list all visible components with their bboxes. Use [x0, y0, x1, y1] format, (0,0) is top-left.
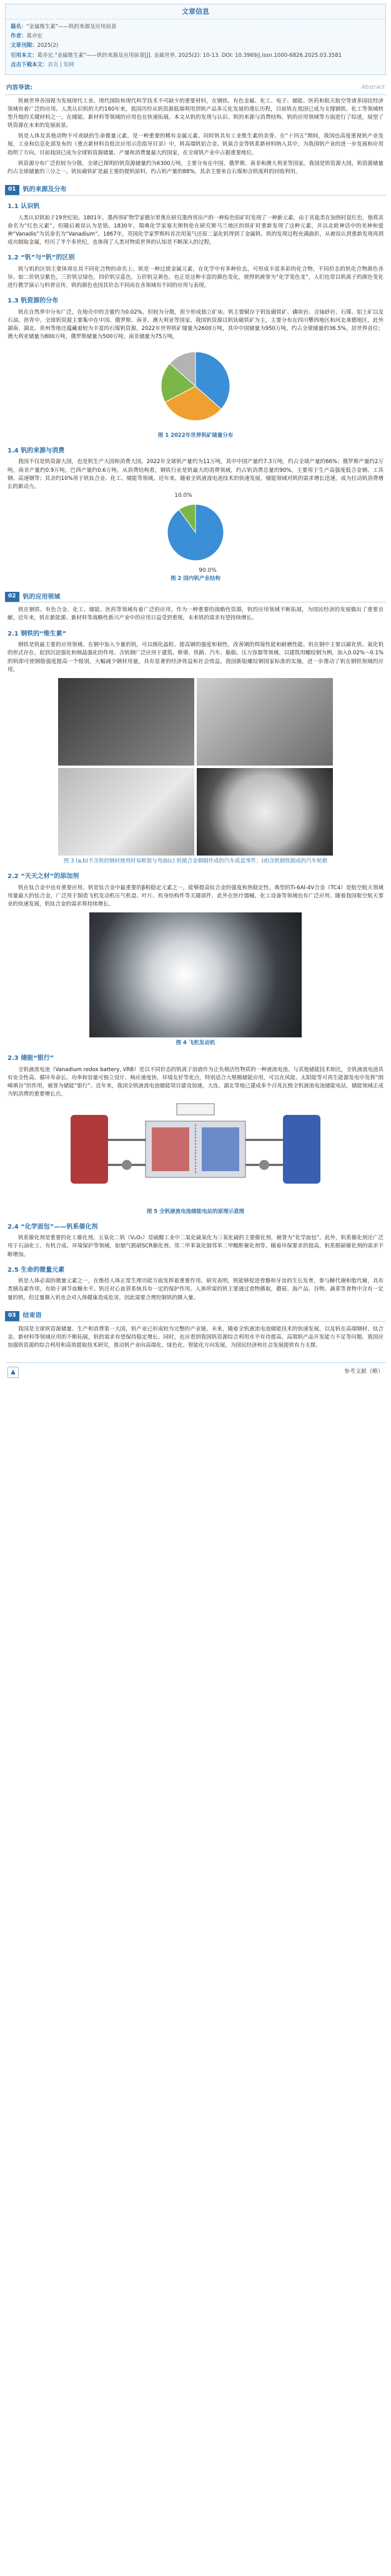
pump-icon — [259, 1160, 269, 1170]
info-row-author — [11, 32, 380, 41]
abstract-paragraph: 钒被世界各国视为发展现代工业、现代国防和现代科学技术不可缺少的重要材料，在钢铁、有色金属、化工、电子、储能、医药和航天航空等诸多国民经济领域有着广泛的应用。人类认识钒的大约160年来，我国历经从钒资源低端利用到钒产品多元化发展的漫长历程，目前钒在我国已成为支撑钢铁、化工等领域转型升级的关键材料之一，在储能、新材料等领域的应用也在快速拓展。本文从钒的发现与认识、钒的来源与消费结构、钒的应用领域等方面进行了综述，展望了钒资源在未来的发展前景。 — [7, 97, 384, 129]
photo-broken-steel-a — [58, 678, 194, 766]
body-paragraph: 钒系催化剂是重要的化工催化剂。五氧化二钒（V₂O₅）是硫酸工业中二氧化硫氧化为三氧化硫的主要催化剂，被誉为“化学面包”。此外，钒系催化剂还广泛用于石油化工、有机合成、环境保护等领域，如烟气脱硝SCR催化剂、邻二甲苯氧化制邻苯二甲酸酐催化剂等。随着环保要求的提高，钒系脱硝催化剂的需求不断增加。 — [7, 1235, 384, 1258]
pie-chart-reserves — [83, 346, 308, 427]
info-value: 葛亦宏."金属维生素"——钒的来源及应用前景[J]. 金属世界, 2025(2): 10-13. DOI: 10.3969/j.issn.1000-6826.2025.03.3581 — [37, 52, 342, 59]
subsection-title: 2.3 储能“银行” — [7, 1055, 54, 1062]
figure-caption: 图 2 国内钒产业结构 — [171, 576, 220, 582]
abstract-header — [5, 82, 386, 95]
figure-5 — [5, 1102, 386, 1216]
subsection-title: 2.5 生命的微量元素 — [7, 1266, 65, 1274]
body-paragraph: 钢铁是钒最主要的应用领域。在钢中加入少量的钒，可以细化晶粒、提高钢的强度和韧性，改善钢的焊接性能和耐磨性能。钒在钢中主要以碳化钒、氮化钒的形式存在，起到沉淀强化和细晶强化的作用。含钒钢广泛应用于建筑、桥梁、铁路、汽车、船舶、压力容器等领域。以建筑用螺纹钢为例，加入0.02%～0.1%的钒即可使钢筋强度提高一个级别，大幅减少钢材用量，具有显著的经济效益和社会效益。我国新版螺纹钢国家标准的实施，进一步推动了钒在钢铁领域的应用。 — [7, 642, 384, 673]
positive-electrode — [152, 1127, 189, 1171]
info-row-issue — [11, 42, 380, 50]
positive-tank — [71, 1115, 108, 1184]
info-value: "金属维生素"——钒的来源及应用前景 — [26, 24, 117, 31]
info-row-download — [11, 61, 380, 69]
section-number: 02 — [5, 592, 19, 602]
pie-chart-industry — [83, 492, 308, 574]
figure-caption: 图 5 全钒液流电池储能电站的原理示意图 — [146, 1208, 245, 1215]
pump-icon — [122, 1160, 132, 1170]
subsection-title: 2.1 钢铁的“维生素” — [7, 630, 67, 637]
info-value: 葛亦宏 — [26, 33, 43, 40]
photo-aircraft-engine — [89, 912, 302, 1037]
body-paragraph: 全钒液流电池（Vanadium redox battery, VRB）是以不同价态的钒离子溶液作为正负极活性物质的一种液流电池。与其他储能技术相比，全钒液流电池具有安全性高、循环寿命长、功率和容量可独立设计、响应速度快、环境友好等优点，特别适合大规模储能应用，可以在风能、太阳能等可再生能源发电中发挥“削峰填谷”的作用，被誉为储能“银行”。近年来，我国全钒液流电池储能项目建设加速，大连、湖北等地已建成多个百兆瓦级全钒液流电池储能电站，储能领域正成为钒消费的重要增长点。 — [7, 1066, 384, 1098]
figure-4 — [5, 912, 386, 1047]
info-label: 作者： — [11, 33, 27, 40]
subsection-title: 2.2 “天天之材”的添加剂 — [7, 873, 79, 881]
section-title: 钒的应用领域 — [22, 593, 61, 601]
page-footer — [5, 1362, 386, 1382]
body-paragraph: 钒是人体必需的微量元素之一，在维持人体正常生理功能方面发挥着重要作用。研究表明，钒能够促进骨骼和牙齿的生长发育，参与糖代谢和脂代谢，具有类胰岛素作用，有助于调节血糖水平。钒还对心血管系统具有一定的保护作用。人体所需的钒主要通过食物摄取，蘑菇、海产品、谷物、蔬菜等食物中含有一定量的钒。但过量摄入钒也会对人体健康造成危害，因此需要合理控制钒的摄入量。 — [7, 1278, 384, 1301]
abstract-paragraph: 钒是人体及其他动物不可或缺的生命微量元素，是一种重要的稀有金属元素。同时钒具有工业维生素的美誉。在“十四五”期间，我国也高度重视钒产业发展，工业和信息化部发布的《重点新材料首批次应用示范指导目录》中，将高端钒铝合金、钒氮合金等钒系新材料纳入其中，为我国钒产业的进一步发展和应用指明了方向。目前我国已成为全球钒资源储量、产量和消费量最大的国家，在全球钒产业中占据重要地位。 — [7, 133, 384, 156]
info-row-title — [11, 23, 380, 31]
section-header — [5, 1311, 386, 1322]
article-info-box — [5, 4, 386, 75]
photo-chassis-part — [58, 768, 194, 856]
figure-caption: 图 1 2022年世界钒矿储量分布 — [157, 432, 234, 439]
subsection-title: 1.3 钒资源的分布 — [7, 297, 59, 305]
pie-label: 90.0% — [199, 567, 217, 574]
negative-tank — [283, 1115, 320, 1184]
subsection-title: 1.4 钒的来源与消费 — [7, 447, 65, 454]
load-box — [177, 1104, 214, 1115]
section-title: 钒的来源及分布 — [22, 186, 67, 194]
info-label: 点击下载本文： — [11, 61, 48, 68]
figure-caption: 图 4 飞机发动机 — [176, 1040, 215, 1047]
abstract-paragraph: 钒资源分布广泛但较为分散，全球已探明的钒资源储量约为6300万吨，主要分布在中国、俄罗斯、南非和澳大利亚等国家。我国是钒资源大国，钒资源储量约占全球储量的三分之一。钒钛磁铁矿是最主要的提钒原料，约占钒产量的88%，其余主要来自石煤和含钒废料的回收利用。 — [7, 160, 384, 175]
download-links[interactable]: 首页 | 知网 — [47, 61, 74, 68]
references-button[interactable]: 参考文献（略） — [344, 1369, 384, 1375]
back-to-top-icon[interactable]: ▲ — [7, 1367, 19, 1378]
pie-label: 10.0% — [174, 492, 192, 499]
section-header — [5, 592, 386, 602]
figure-1 — [5, 346, 386, 440]
photo-broken-steel-b — [197, 678, 333, 766]
body-paragraph: 钒在自然界中分布广泛，在地壳中的含量约为0.02%，但较为分散，很少形成独立矿床。钒主要赋存于钒钛磁铁矿、磷块岩、含铀砂岩、石煤、铝土矿以及石油、沥青中。全球钒资源主要集中在中国、俄罗斯、南非、澳大利亚等国家。我国钒资源以钒钛磁铁矿为主，主要分布在四川攀西地区和河北承德地区，此外湖南、湖北、贵州等地还蕴藏着较为丰富的石煤钒资源。2022年世界钒矿储量为2600万吨，其中中国储量为950万吨，约占全球储量的36.5%，居世界首位；澳大利亚储量为800万吨，俄罗斯储量为500万吨，南非储量为75万吨。 — [7, 309, 384, 341]
negative-electrode — [202, 1127, 239, 1171]
section-number: 01 — [5, 185, 19, 195]
info-row-citation — [11, 52, 380, 60]
body-paragraph: 钒在钢铁、有色合金、化工、储能、医药等领域有着广泛的应用。作为一种重要的战略性资源，钒的应用领域不断拓展，为国民经济的发展做出了重要贡献。近年来，钒在新能源、新材料等战略性新兴产业中的应用日益受到重视，未来钒的需求有望持续增长。 — [7, 607, 384, 622]
article-info-title: 文章信息 — [6, 4, 385, 19]
body-paragraph: 人类认识钒始于19世纪初。1801年，墨西哥矿物学家德尔里奥在研究墨西哥出产的一种棕色铅矿时发现了一种新元素，由于其盐类在加热时显红色，他将其命名为“红色元素”，但随后被误认为是铬。1830年，瑞典化学家塞夫斯特伦在研究斯马兰地区的铁矿时重新发现了这种元素，并以北欧神话中的美神和爱神“Vanadis”为其命名为“Vanadium”。1867年，英国化学家罗斯科首次用氢气还原二氯化钒得到了金属钒。钒的发现过程充满曲折，从被误认到重新发现再到成功制取金属，经历了半个多世纪，也体现了人类对物质世界的认知是不断深入的过程。 — [7, 214, 384, 246]
body-paragraph: 钒在钛合金中也有重要应用。钒是钛合金中最重要的β相稳定元素之一，能够提高钛合金的强度和热稳定性。典型的Ti-6Al-4V合金（TC4）是航空航天领域用量最大的钛合金，广泛用于制造飞机发动机压气机盘、叶片、机身结构件等关键部件，此外在医疗器械、化工设备等领域也有广泛应用。随着我国航空航天事业的快速发展，钒钛合金的需求将持续增长。 — [7, 884, 384, 907]
subsection-title: 1.2 “钒”与“钒”的区别 — [7, 254, 75, 262]
figure-caption: 图 3 (a,b)不含钒的钢材使用时易断裂与弯曲(c) 钒微合金钢制作成的汽车底盘零件；(d)含钒钢铁制成的汽车轮毂 — [63, 857, 328, 864]
section-header — [5, 185, 386, 196]
body-paragraph: 钒与钒的区别主要体现在其不同化合物的命名上。钒是一种过渡金属元素，在化学中有多种价态，可形成丰富多彩的化合物，不同价态的钒化合物颜色各异。如二价钒呈紫色，三价钒呈绿色，四价钒呈蓝色，五价钒呈黄色。也正是这种丰富的颜色变化，使得钒被誉为“化学变色龙”，人们也常以钒离子的颜色变化进行教学演示与科普宣传，钒的颜色也因其价态不同而在各领域有不同的应用与表现。 — [7, 266, 384, 289]
info-label: 引用本文： — [11, 52, 37, 59]
subsection-title: 1.1 认识钒 — [7, 203, 40, 211]
info-label: 篇名： — [11, 24, 27, 31]
section-title: 结束语 — [22, 1312, 42, 1319]
subsection-title: 2.4 “化学面包”——钒系催化剂 — [7, 1223, 98, 1231]
body-paragraph: 我国是全球钒资源储量、生产和消费第一大国，钒产业已形成较为完整的产业链。未来，随着全钒液流电池储能技术的快速发展，以及钒在高端钢材、钛合金、新材料等领域应用的不断拓展，钒的需求有望保持稳定增长。同时，也应看到我国钒资源综合利用水平有待提高、高端钒产品开发能力不足等问题。我国应加强钒资源的综合利用和高效提取技术研究，推动钒产业向高端化、绿色化、智能化方向发展，为国民经济和社会发展提供有力支撑。 — [7, 1325, 384, 1349]
abstract-title: 内容导读: — [6, 84, 32, 91]
section-number: 03 — [5, 1311, 19, 1321]
abstract-title-en: Abstract — [361, 84, 385, 91]
body-paragraph: 我国不仅是钒资源大国，也是钒生产大国和消费大国。2022年全球钒产量约为11万吨，其中中国产量约7.3万吨，约占全球产量的66%；俄罗斯产量约2万吨，南非产量约0.9万吨，巴西产量约0.6万吨。从消费结构看，钢铁行业是钒最大的消费领域，约占钒消费总量的90%，主要用于生产高强度低合金钢、工具钢、高速钢等；其余约10%用于钒钛合金、化工、储能等领域。近年来，随着全钒液流电池技术的快速发展，储能领域对钒的需求增长迅速，成为拉动钒消费增长的新动力。 — [7, 459, 384, 490]
figure-2 — [5, 492, 386, 583]
info-label: 文章刊期： — [11, 42, 37, 49]
figure-3 — [5, 678, 386, 866]
photo-wheel-hub — [197, 768, 333, 856]
info-value: 2025(2) — [37, 42, 59, 49]
battery-diagram — [64, 1102, 327, 1202]
